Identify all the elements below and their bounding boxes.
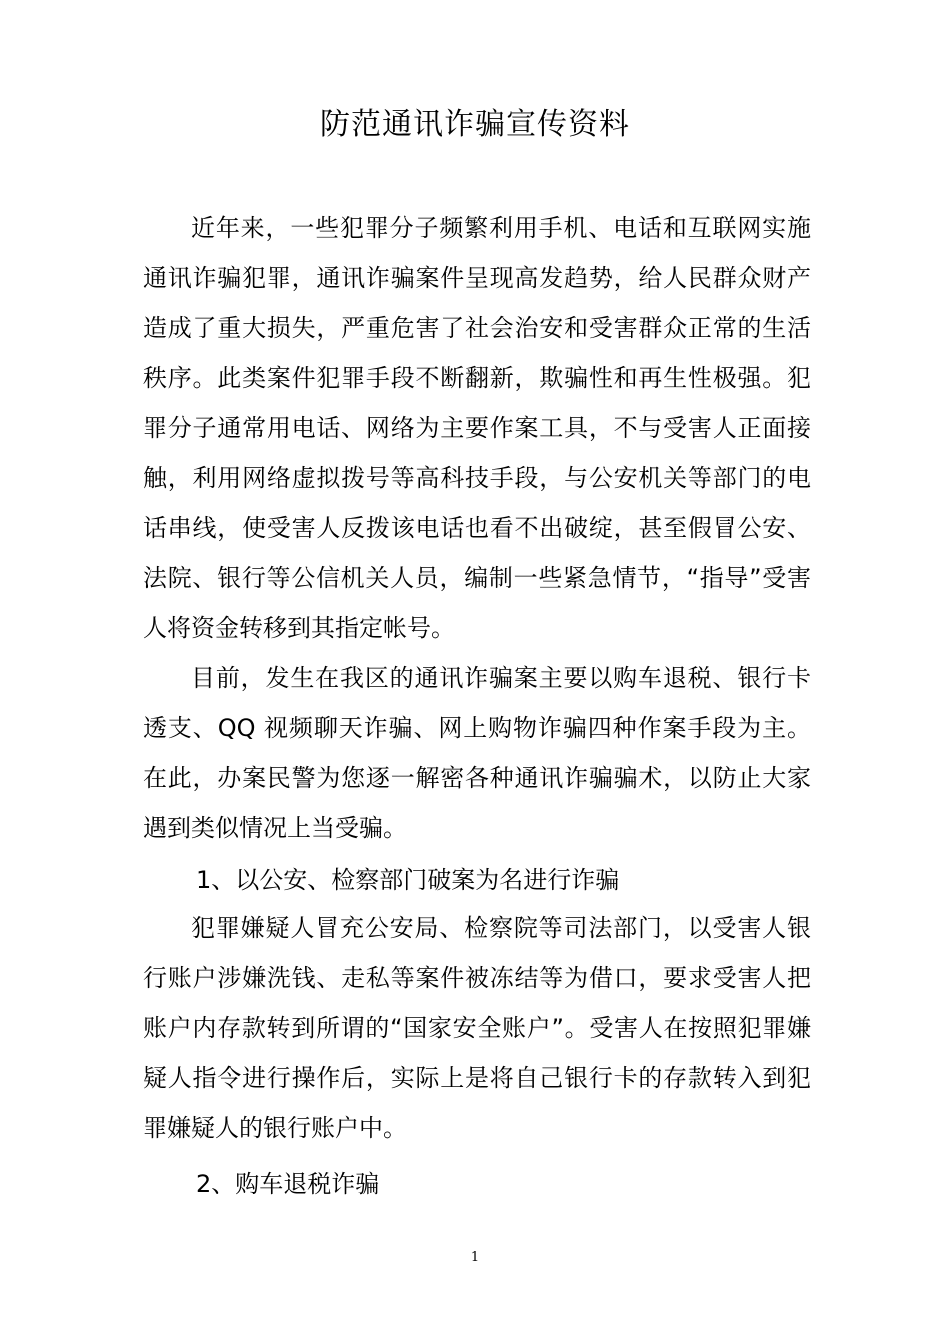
section-2-heading: 2、购车退税诈骗 <box>196 1170 380 1198</box>
document-body <box>143 203 811 1209</box>
current-situation-paragraph: 目前，发生在我区的通讯诈骗案主要以购车退税、银行卡透支、QQ 视频聊天诈骗、网上购物诈骗四种作案手段为主。在此，办案民警为您逐一解密各种通讯诈骗骗术，以防止大家遇到类似情况上当受骗。 <box>143 664 811 842</box>
section-1-heading: 1、以公安、检察部门破案为名进行诈骗 <box>196 866 620 894</box>
document-title: 防范通讯诈骗宣传资料 <box>320 107 630 142</box>
section-1-paragraph: 犯罪嫌疑人冒充公安局、检察院等司法部门，以受害人银行账户涉嫌洗钱、走私等案件被冻结等为借口，要求受害人把账户内存款转到所谓的“国家安全账户”。受害人在按照犯罪嫌疑人指令进行操作后，实际上是将自己银行卡的存款转入到犯罪嫌疑人的银行账户中。 <box>143 914 811 1142</box>
intro-paragraph: 近年来，一些犯罪分子频繁利用手机、电话和互联网实施通讯诈骗犯罪，通讯诈骗案件呈现高发趋势，给人民群众财产造成了重大损失，严重危害了社会治安和受害群众正常的生活秩序。此类案件犯罪手段不断翻新，欺骗性和再生性极强。犯罪分子通常用电话、网络为主要作案工具，不与受害人正面接触，利用网络虚拟拨号等高科技手段，与公安机关等部门的电话串线，使受害人反拨该电话也看不出破绽，甚至假冒公安、法院、银行等公信机关人员，编制一些紧急情节，“指导”受害人将资金转移到其指定帐号。 <box>143 214 811 642</box>
page-number: 1 <box>470 1250 480 1265</box>
